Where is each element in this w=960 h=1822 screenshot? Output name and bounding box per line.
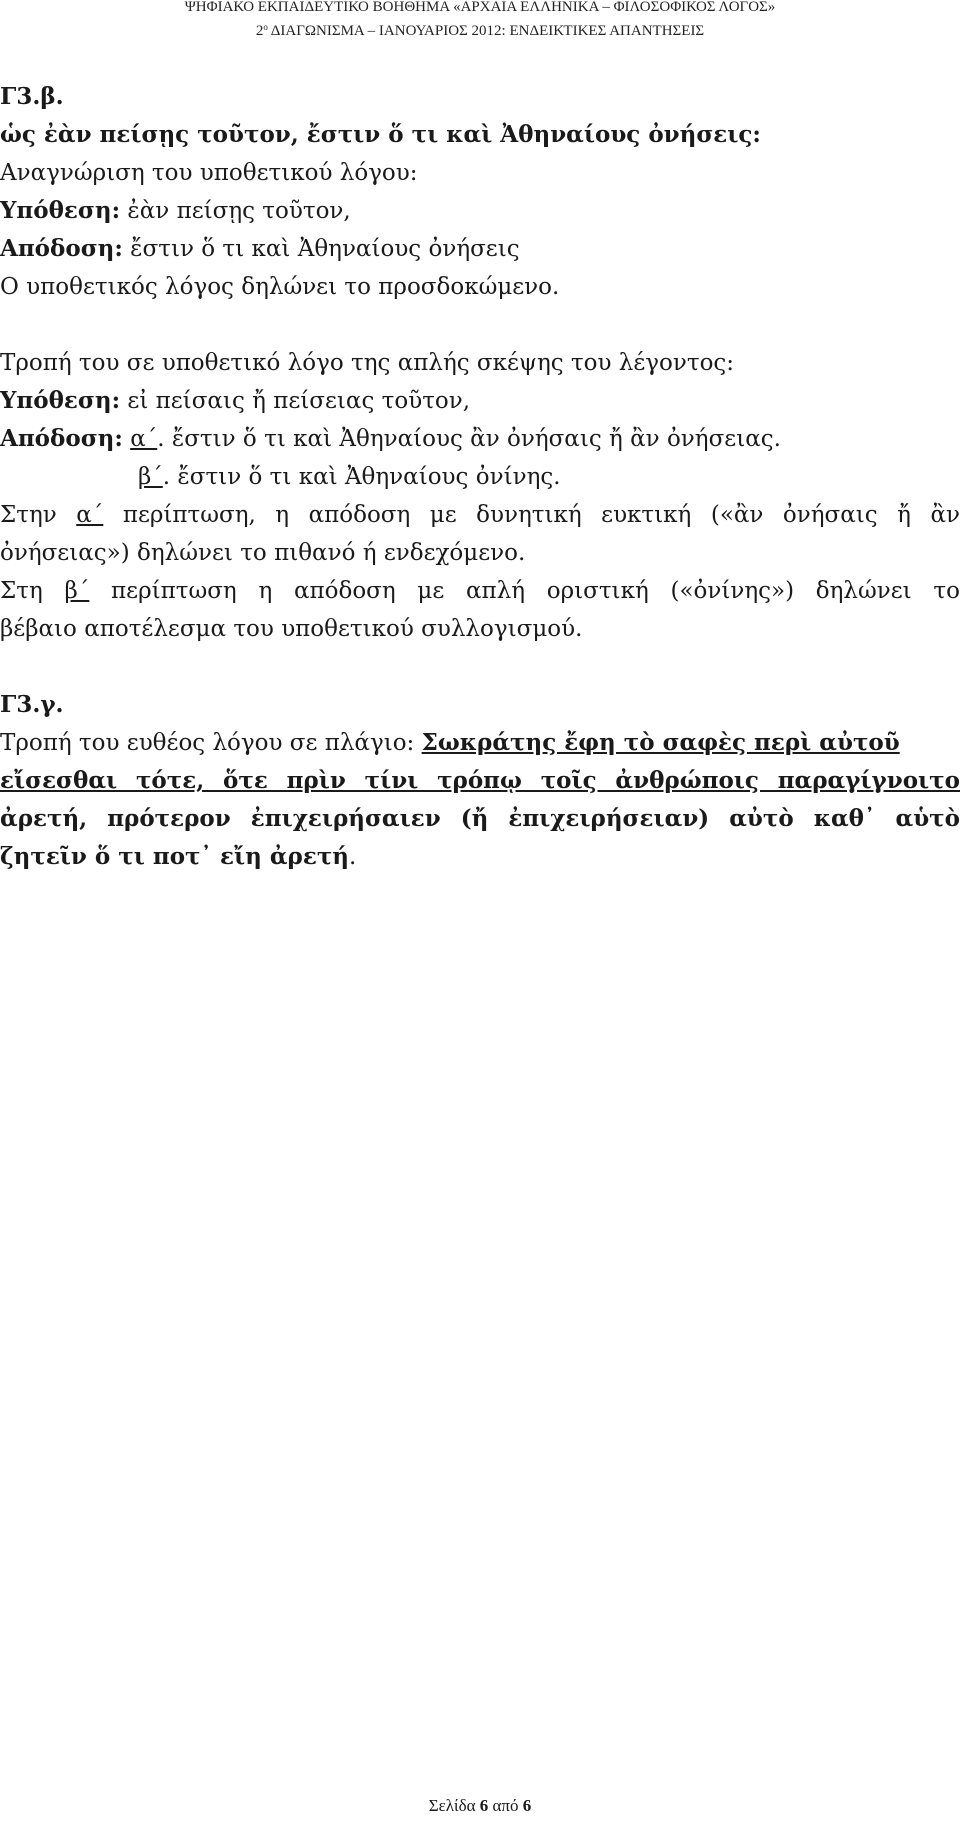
hypothesis2-line: Υπόθεση: εἰ πείσαις ἤ πείσειας τοῦτον, [0,387,471,414]
apodosis-line: Απόδοση: ἔστιν ὅ τι καὶ Ἀθηναίους ὀνήσεις [0,235,520,262]
case-b-line-2: βέβαιο αποτέλεσμα του υποθετικού συλλογισμού. [0,616,583,642]
page-footer: Σελίδα 6 από 6 [428,1796,532,1815]
page-header [0,0,960,41]
case-b-line-1: Στη β΄ περίπτωση η απόδοση με απλή οριστική («ὀνίνης») δηλώνει το [0,578,960,604]
header-title: ΨΗΦΙΑΚΟ ΕΚΠΑΙΔΕΥΤΙΚΟ ΒΟΗΘΗΜΑ «ΑΡΧΑΙΑ ΕΛΛΗΝΙΚΑ – ΦΙΛΟΣΟΦΙΚΟΣ ΛΟΓΟΣ» [184,0,776,15]
header-subtitle: $2^o$ ΔΙΑΓΩΝΙΣΜΑ – ΙΑΝΟΥΑΡΙΟΣ 2012: ΕΝΔΕΙΚΤΙΚΕΣ ΑΠΑΝΤΗΣΕΙΣ [255,22,705,39]
section-heading-g3b: Γ3.β. [0,83,64,110]
case-a-line-2: ὀνήσειας») δηλώνει το πιθανό ή ενδεχόμενο. [0,540,526,566]
hypothesis-line: Υπόθεση: ἐὰν πείσῃς τοῦτον, [0,197,351,224]
indirect-speech-line-4: ζητεῖν ὅ τι ποτ᾽ εἴη ἀρετή. [0,843,357,870]
indirect-speech-line-1: Τροπή του ευθέος λόγου σε πλάγιο: Σωκράτης ἔφη τὸ σαφὲς περὶ αὐτοῦ [0,729,900,756]
section-heading-g3g: Γ3.γ. [0,691,64,718]
greek-quote: ὡς ἐὰν πείσῃς τοῦτον, ἔστιν ὅ τι καὶ Ἀθηναίους ὀνήσεις: [0,121,761,148]
case-a-line-1: Στην α΄ περίπτωση, η απόδοση με δυνητική ευκτική («ἂν ὀνήσαις ἤ ἂν [0,502,960,528]
apodosis2-a-line: Απόδοση: α΄. ἔστιν ὅ τι καὶ Ἀθηναίους ἂν ὀνήσαις ἤ ἂν ὀνήσειας. [0,425,781,452]
indirect-speech-line-2: εἴσεσθαι τότε, ὅτε πρὶν τίνι τρόπῳ τοῖς ἀνθρώποις παραγίγνοιτο [0,767,960,794]
document-body [0,78,960,876]
meaning-line: Ο υποθετικός λόγος δηλώνει το προσδοκώμενο. [0,274,560,300]
conversion-intro: Τροπή του σε υποθετικό λόγο της απλής σκέψης του λέγοντος: [0,350,735,376]
apodosis2-b-line: β΄. ἔστιν ὅ τι καὶ Ἀθηναίους ὀνίνης. [138,464,561,490]
recognition-label: Αναγνώριση του υποθετικού λόγου: [0,160,418,186]
indirect-speech-line-3: ἀρετή, πρότερον ἐπιχειρήσαιεν (ἤ ἐπιχειρήσειαν) αὐτὸ καθ᾽ αὑτὸ [0,805,960,832]
